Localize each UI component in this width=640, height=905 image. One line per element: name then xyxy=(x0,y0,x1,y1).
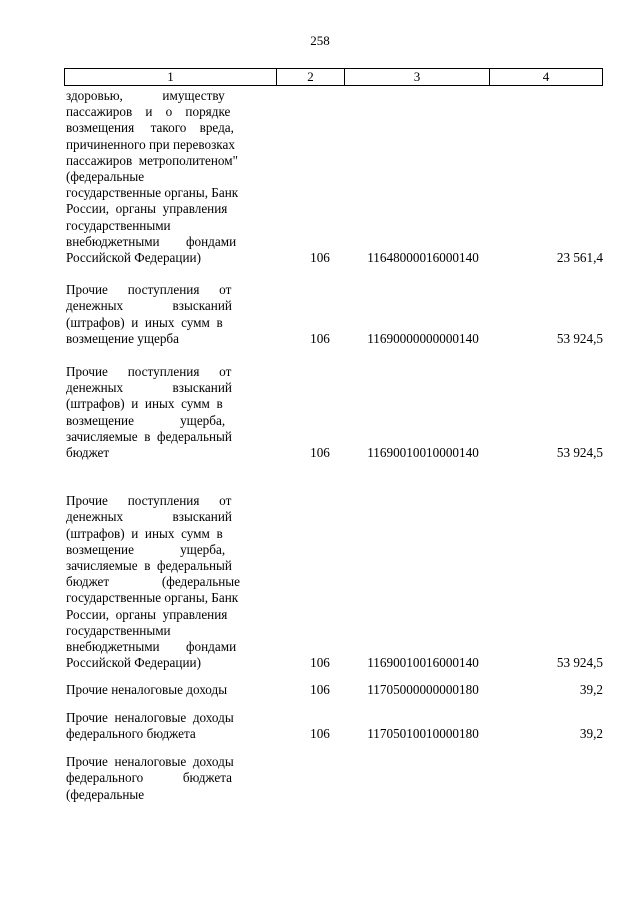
row-description: Прочие поступления от денежных взысканий (штрафов) и иных сумм в возмещение ущерба, зачисляемые в федеральный бюджет xyxy=(66,364,232,461)
row-kbk: 11690010010000140 xyxy=(367,445,479,461)
row-kbk: 11648000016000140 xyxy=(367,250,479,266)
table-body xyxy=(66,88,603,803)
header-col-4: 4 xyxy=(489,69,602,85)
row-amount: 53 924,5 xyxy=(556,330,603,346)
row-code: 106 xyxy=(310,655,330,671)
row-kbk: 11705000000000180 xyxy=(367,681,479,697)
row-code: 106 xyxy=(310,681,330,697)
row-amount: 53 924,5 xyxy=(556,655,603,671)
table-row xyxy=(66,493,603,671)
row-kbk: 11705010010000180 xyxy=(367,725,479,741)
table-row xyxy=(66,88,603,266)
row-amount: 39,2 xyxy=(579,725,603,741)
table-row xyxy=(66,710,603,742)
row-description: здоровью, имуществу пассажиров и о порядке возмещения такого вреда, причиненного при перевозках пассажиров метрополитеном" (федеральные государственные органы, Банк России, органы управления государственными внебюджетными фондами Российской Федерации) xyxy=(66,88,239,266)
row-amount: 53 924,5 xyxy=(556,445,603,461)
row-code: 106 xyxy=(310,250,330,266)
row-description: Прочие поступления от денежных взысканий (штрафов) и иных сумм в возмещение ущерба xyxy=(66,282,232,346)
row-description: Прочие неналоговые доходы xyxy=(66,681,228,697)
row-code: 106 xyxy=(310,725,330,741)
table-header xyxy=(64,68,603,86)
row-kbk: 11690010016000140 xyxy=(367,655,479,671)
header-col-2: 2 xyxy=(276,69,344,85)
header-col-3: 3 xyxy=(344,69,489,85)
table-row xyxy=(66,754,603,803)
row-amount: 23 561,4 xyxy=(556,250,603,266)
table-row xyxy=(66,682,603,698)
row-code: 106 xyxy=(310,445,330,461)
row-description: Прочие поступления от денежных взысканий (штрафов) и иных сумм в возмещение ущерба, зачисляемые в федеральный бюджет (федеральные государственные органы, Банк России, органы управления государственными внебюджетными фондами Российской Федерации) xyxy=(66,493,241,671)
table-row xyxy=(66,364,603,461)
row-amount: 39,2 xyxy=(579,681,603,697)
page-number: 258 xyxy=(310,33,330,48)
row-description: Прочие неналоговые доходы федерального бюджета xyxy=(66,709,234,741)
row-kbk: 11690000000000140 xyxy=(367,330,479,346)
table-row xyxy=(66,282,603,347)
row-code: 106 xyxy=(310,330,330,346)
header-col-1: 1 xyxy=(167,69,174,84)
row-description: Прочие неналоговые доходы федерального бюджета (федеральные xyxy=(66,754,234,802)
